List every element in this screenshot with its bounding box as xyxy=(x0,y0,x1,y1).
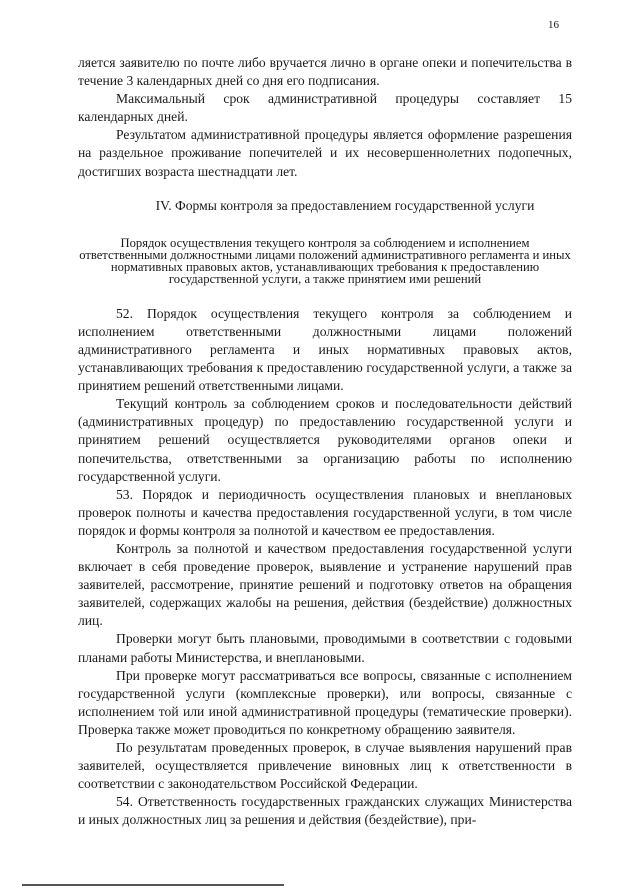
page-number: 16 xyxy=(548,19,559,31)
section-heading: IV. Формы контроля за предоставлением государственной услуги xyxy=(155,197,535,213)
paragraph-54: 54. Ответственность государственных гражданских служащих Министерства и иных должностных лиц за решения и действия (бездействие), при- xyxy=(78,794,572,828)
paragraph-inspection-scope: При проверке могут рассматриваться все вопросы, связанные с исполнением государственной услуги (комплексные проверки), или вопросы, связанные с исполнением той или иной административной процедуры (тематические проверки). Проверка также может проводиться по конкретному обращению заявителя. xyxy=(78,667,572,737)
paragraph-continuation: ляется заявителю по почте либо вручается лично в органе опеки и попечительства в течение 3 календарных дней со дня его подписания. xyxy=(78,55,572,89)
paragraph-52: 52. Порядок осуществления текущего контроля за соблюдением и исполнением ответственными должностными лицами положений административного регламента и иных нормативных правовых актов, устанавливающих требования к предоставлению государственной услуги, а также за принятием решений ответственными лицами. xyxy=(78,305,572,394)
paragraph-inspection-types: Проверки могут быть плановыми, проводимыми в соответствии с годовыми планами работы Министерства, и внеплановыми. xyxy=(78,631,572,665)
subsection-heading: Порядок осуществления текущего контроля за соблюдением и исполнением ответственными должностными лицами положений административного регламента и иных нормативных правовых актов, устанавливающих требования к предоставлению государственной услуги, а также принятием ими решений xyxy=(79,235,571,286)
paragraph-inspection-results: По результатам проведенных проверок, в случае выявления нарушений прав заявителей, осуществляется привлечение виновных лиц к ответственности в соответствии с законодательством Российской Федерации. xyxy=(78,740,572,792)
document-body xyxy=(78,54,572,829)
paragraph-max-duration: Максимальный срок административной процедуры составляет 15 календарных дней. xyxy=(78,91,572,125)
scan-edge-rule xyxy=(22,884,284,886)
paragraph-quality-control: Контроль за полнотой и качеством предоставления государственной услуги включает в себя проведение проверок, выявление и устранение нарушений прав заявителей, рассмотрение, принятие решений и подготовку ответов на обращения заявителей, содержащих жалобы на решения, действия (бездействие) должностных лиц. xyxy=(78,540,572,629)
paragraph-53: 53. Порядок и периодичность осуществления плановых и внеплановых проверок полноты и качества предоставления государственной услуги, в том числе порядок и формы контроля за полнотой и качеством ее предоставления. xyxy=(78,486,572,538)
paragraph-procedure-result: Результатом административной процедуры является оформление разрешения на раздельное проживание попечителей и их несовершеннолетних подопечных, достигших возраста шестнадцати лет. xyxy=(78,127,572,179)
paragraph-current-control: Текущий контроль за соблюдением сроков и последовательности действий (административных процедур) по предоставлению государственной услуги и принятием решений осуществляется руководителями органов опеки и попечительства, ответственными за организацию работы по исполнению государственной услуги. xyxy=(78,396,572,484)
